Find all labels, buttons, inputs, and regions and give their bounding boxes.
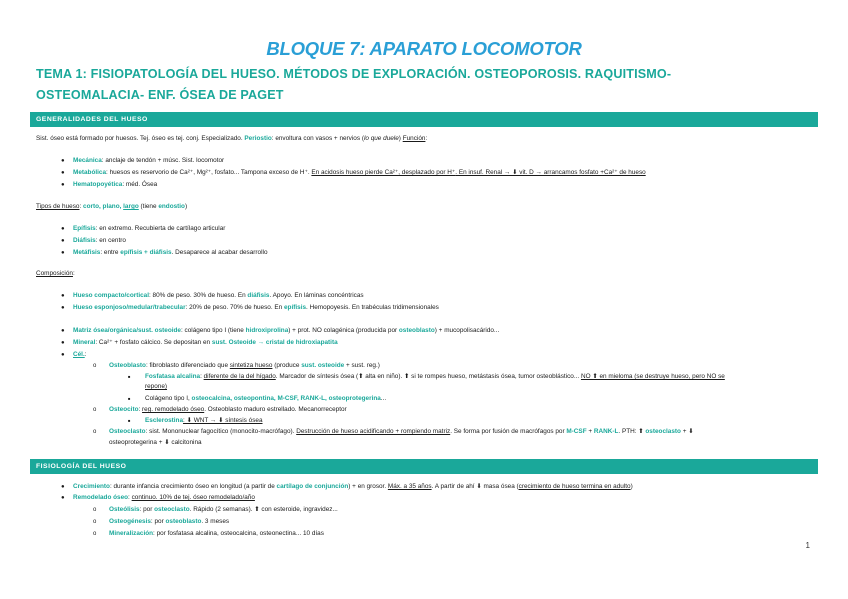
bullet-icon: ● [61,182,65,188]
hueso-compacto: Hueso compacto/cortical: 80% de peso. 30% de hueso. En diáfisis. Apoyo. En láminas concéntricas [73,292,364,299]
osteolisis-item: Osteólisis: por osteoclasto. Rápido (2 semanas). ⬆ con esteroide, ingravidez... [109,506,338,513]
celulas-item: Cél.: [73,351,87,358]
composicion-heading: Composición: [36,270,75,277]
osteoclasto-item-cont: osteoprotegerina + ⬇ calcitonina [109,439,202,446]
func-metabolica: Metabólica: huesos es reservorio de Ca²⁺, Mg²⁺, fosfato... Tampona exceso de H⁺. En acidosis hueso pierde Ca²⁺, desplazado por H⁺. En insuf. Renal → ⬇ vit. D → arrancamos fosfato +Ca²⁺ de hueso [73,169,646,176]
diafisis-item: Diáfisis: en centro [73,237,126,244]
matriz-osea: Matriz ósea/orgánica/sust. osteoide: colágeno tipo I (tiene hidroxiprolina) + prot. NO colagénica (producida por osteoblasto) + mucopolisacárido... [73,327,500,334]
colageno-item: Colágeno tipo I, osteocalcina, osteopontina, M-CSF, RANK-L, osteoprotegerina... [145,395,387,402]
bullet-icon: ● [61,340,65,346]
bullet-icon: ● [61,158,65,164]
metafisis-item: Metáfisis: entre epífisis + diáfisis. Desaparece al acabar desarrollo [73,249,268,256]
circle-bullet-icon: o [93,407,97,413]
crecimiento-item: Crecimiento: durante infancia crecimiento óseo en longitud (a partir de cartílago de conjunción) + en grosor. Máx. a 35 años. A partir de ahí ⬇ masa ósea (crecimiento de hueso termina en adulto) [73,483,633,490]
func-hematopoyetica: Hematopoyética: méd. Ósea [73,181,158,188]
bullet-icon: ● [61,226,65,232]
fosfatasa-alcalina: Fosfatasa alcalina: diferente de la del hígado. Marcador de síntesis ósea (⬆ alta en niño). ⬆ si te rompes hueso, metástasis ósea, tumor osteoblástico... NO ⬆ en mieloma (se destruye hueso, pero NO se [145,373,725,380]
osteocito-item: Osteocito: reg. remodelado óseo. Osteoblasto maduro estrellado. Mecanorreceptor [109,406,347,413]
remodelado-item: Remodelado óseo: continuo. 10% de tej. óseo remodelado/año [73,494,255,501]
bullet-icon: ● [61,495,65,501]
square-bullet-icon: ■ [128,374,131,379]
bullet-icon: ● [61,484,65,490]
bloque-title: BLOQUE 7: APARATO LOCOMOTOR [266,38,582,59]
mineralizacion-item: Mineralización: por fosfatasa alcalina, osteocalcina, osteonectina... 10 días [109,530,324,537]
tema-line-1: TEMA 1: FISIOPATOLOGÍA DEL HUESO. MÉTODOS DE EXPLORACIÓN. OSTEOPOROSIS. RAQUITISMO- [36,67,672,81]
bullet-icon: ● [61,352,65,358]
bullet-icon: ● [61,293,65,299]
bullet-icon: ● [61,305,65,311]
square-bullet-icon: ■ [128,418,131,423]
page-number: 1 [805,541,810,550]
section-bar-fisiologia: FISIOLOGÍA DEL HUESO [30,459,818,474]
intro-line: Sist. óseo está formado por huesos. Tej. óseo es tej. conj. Especializado. Periostio: envoltura con vasos + nervios (lo que duele) Función: [36,135,428,142]
circle-bullet-icon: o [93,507,97,513]
epifisis-item: Epífisis: en extremo. Recubierta de cartílago articular [73,225,226,232]
bullet-icon: ● [61,250,65,256]
hueso-esponjoso: Hueso esponjoso/medular/trabecular: 20% de peso. 70% de hueso. En epífisis. Hemopoyesis. En trabéculas tridimensionales [73,304,439,311]
fosfatasa-alcalina-cont: repone) [145,383,168,390]
tipos-hueso: Tipos de hueso: corto, plano, largo (tiene endostio) [36,203,188,210]
osteogenesis-item: Osteogénesis: por osteoblasto. 3 meses [109,518,230,525]
osteoblasto-item: Osteoblasto: fibroblasto diferenciado que sintetiza hueso (produce sust. osteoide + sust. reg.) [109,362,380,369]
square-bullet-icon: ■ [128,396,131,401]
circle-bullet-icon: o [93,363,97,369]
section-bar-generalidades: GENERALIDADES DEL HUESO [30,112,818,127]
func-mecanica: Mecánica: anclaje de tendón + músc. Sist. locomotor [73,157,225,164]
mineral-item: Mineral: Ca²⁺ + fosfato cálcico. Se depositan en sust. Osteoide → cristal de hidroxiapatita [73,339,338,346]
tema-line-2: OSTEOMALACIA- ENF. ÓSEA DE PAGET [36,88,284,102]
tema-title [36,64,816,106]
osteoclasto-item: Osteoclasto: sist. Mononuclear fagocítico (monocito-macrófago). Destrucción de hueso acidificando + rompiendo matriz. Se forma por fusión de macrófagos por M-CSF + RANK-L. PTH: ⬆ osteoclasto + ⬇ [109,428,694,435]
circle-bullet-icon: o [93,429,97,435]
esclerostina-item: Esclerostina: ⬇ WNT → ⬇ síntesis ósea [145,417,263,424]
bullet-icon: ● [61,170,65,176]
bullet-icon: ● [61,238,65,244]
bullet-icon: ● [61,328,65,334]
circle-bullet-icon: o [93,531,97,537]
circle-bullet-icon: o [93,519,97,525]
